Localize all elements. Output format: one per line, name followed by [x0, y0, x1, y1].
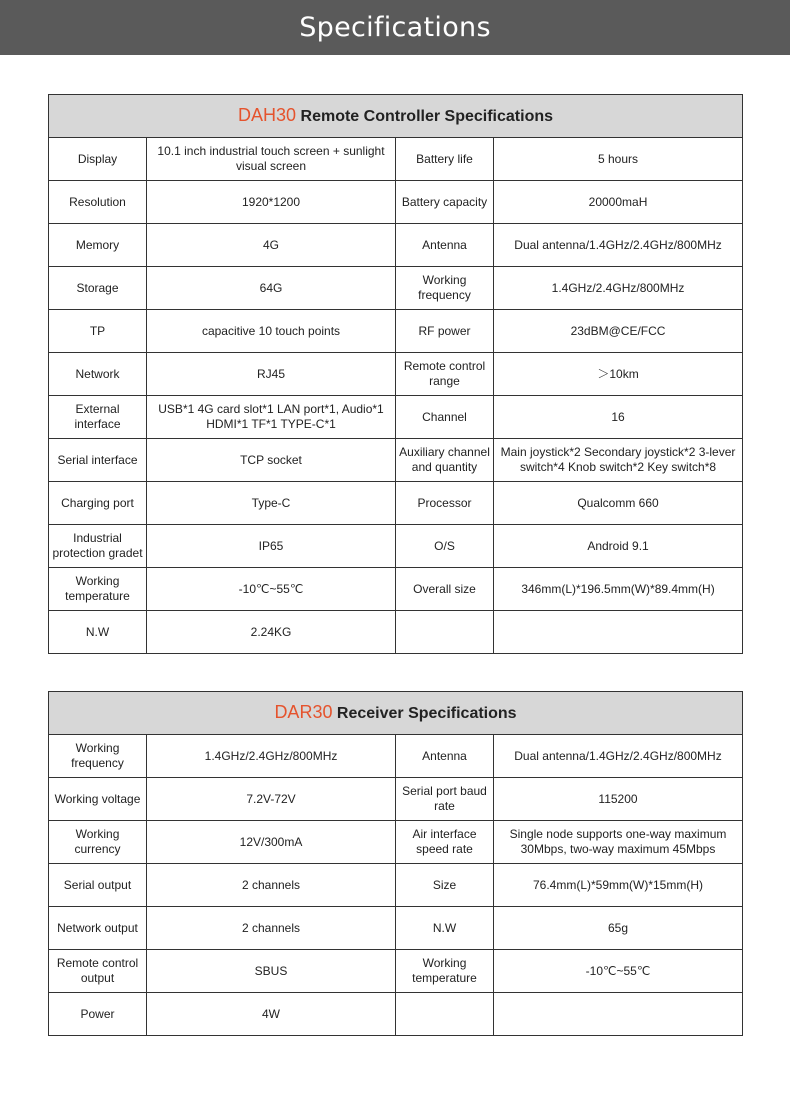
- table-row: [49, 568, 743, 611]
- spec-label: Working temperature: [396, 950, 494, 993]
- spec-label: Charging port: [49, 482, 147, 525]
- table-row: [49, 778, 743, 821]
- spec-value: 2 channels: [147, 864, 396, 907]
- spec-value: ＞10km: [494, 353, 743, 396]
- table-row: [49, 482, 743, 525]
- spec-value: [494, 993, 743, 1036]
- table-row: [49, 525, 743, 568]
- spec-label: Remote control range: [396, 353, 494, 396]
- spec-label: O/S: [396, 525, 494, 568]
- spec-value: 2.24KG: [147, 611, 396, 654]
- table-row: [49, 864, 743, 907]
- spec-value: 2 channels: [147, 907, 396, 950]
- spec-value: -10℃~55℃: [494, 950, 743, 993]
- spec-value: 4W: [147, 993, 396, 1036]
- spec-value: 16: [494, 396, 743, 439]
- spec-value: Main joystick*2 Secondary joystick*2 3-lever switch*4 Knob switch*2 Key switch*8: [494, 439, 743, 482]
- spec-value: Dual antenna/1.4GHz/2.4GHz/800MHz: [494, 735, 743, 778]
- spec-label: Channel: [396, 396, 494, 439]
- spec-value: IP65: [147, 525, 396, 568]
- table-row: [49, 310, 743, 353]
- spec-value: 115200: [494, 778, 743, 821]
- top-banner: [0, 0, 790, 55]
- spec-value: -10℃~55℃: [147, 568, 396, 611]
- spec-label: Working currency: [49, 821, 147, 864]
- model-name: DAH30: [238, 105, 297, 125]
- spec-value: 1.4GHz/2.4GHz/800MHz: [147, 735, 396, 778]
- table-row: [49, 950, 743, 993]
- spec-value: SBUS: [147, 950, 396, 993]
- spec-label: Working frequency: [49, 735, 147, 778]
- remote-controller-spec-table: [48, 94, 743, 654]
- spec-value: Dual antenna/1.4GHz/2.4GHz/800MHz: [494, 224, 743, 267]
- spec-value: 65g: [494, 907, 743, 950]
- spec-label: Serial interface: [49, 439, 147, 482]
- spec-value: 76.4mm(L)*59mm(W)*15mm(H): [494, 864, 743, 907]
- table-row: [49, 181, 743, 224]
- spec-label: Overall size: [396, 568, 494, 611]
- spec-label: Battery life: [396, 138, 494, 181]
- spec-value: Android 9.1: [494, 525, 743, 568]
- table-title-text: Remote Controller Specifications: [300, 108, 554, 125]
- spec-label: Industrial protection gradet: [49, 525, 147, 568]
- spec-value: 7.2V-72V: [147, 778, 396, 821]
- spec-value: 64G: [147, 267, 396, 310]
- spec-label: Serial port baud rate: [396, 778, 494, 821]
- spec-label: Display: [49, 138, 147, 181]
- spec-value: capacitive 10 touch points: [147, 310, 396, 353]
- spec-label: Air interface speed rate: [396, 821, 494, 864]
- spec-label: Working temperature: [49, 568, 147, 611]
- spec-value: 4G: [147, 224, 396, 267]
- table-row: [49, 735, 743, 778]
- table-row: [49, 224, 743, 267]
- spec-label: Resolution: [49, 181, 147, 224]
- spec-label: External interface: [49, 396, 147, 439]
- spec-value: 1920*1200: [147, 181, 396, 224]
- table-row: [49, 267, 743, 310]
- table-row: [49, 138, 743, 181]
- spec-value: 23dBM@CE/FCC: [494, 310, 743, 353]
- spec-label: Size: [396, 864, 494, 907]
- spec-label: Serial output: [49, 864, 147, 907]
- spec-label: Battery capacity: [396, 181, 494, 224]
- spec-label: Storage: [49, 267, 147, 310]
- spec-label: N.W: [396, 907, 494, 950]
- spec-label: Auxiliary channel and quantity: [396, 439, 494, 482]
- spec-label: Network output: [49, 907, 147, 950]
- spec-value: 12V/300mA: [147, 821, 396, 864]
- table-row: [49, 439, 743, 482]
- spec-label: Antenna: [396, 735, 494, 778]
- spec-label: [396, 611, 494, 654]
- spec-value: RJ45: [147, 353, 396, 396]
- spec-label: RF power: [396, 310, 494, 353]
- spec-label: Memory: [49, 224, 147, 267]
- table-row: [49, 993, 743, 1036]
- spec-label: Working frequency: [396, 267, 494, 310]
- spec-label: [396, 993, 494, 1036]
- spec-value: Type-C: [147, 482, 396, 525]
- receiver-spec-table: [48, 691, 743, 1036]
- spec-value: 5 hours: [494, 138, 743, 181]
- page-title: Specifications: [299, 12, 491, 43]
- spec-value: 10.1 inch industrial touch screen + sunlight visual screen: [147, 138, 396, 181]
- spec-label: N.W: [49, 611, 147, 654]
- spec-value: TCP socket: [147, 439, 396, 482]
- table-row: [49, 821, 743, 864]
- spec-label: Working voltage: [49, 778, 147, 821]
- model-name: DAR30: [274, 702, 333, 722]
- table-row: [49, 611, 743, 654]
- spec-label: TP: [49, 310, 147, 353]
- table-row: [49, 396, 743, 439]
- spec-label: Antenna: [396, 224, 494, 267]
- spec-label: Power: [49, 993, 147, 1036]
- spec-value: 346mm(L)*196.5mm(W)*89.4mm(H): [494, 568, 743, 611]
- spec-value: Single node supports one-way maximum 30Mbps, two-way maximum 45Mbps: [494, 821, 743, 864]
- table-title-text: Receiver Specifications: [336, 705, 517, 722]
- spec-label: Processor: [396, 482, 494, 525]
- table-row: [49, 353, 743, 396]
- spec-value: USB*1 4G card slot*1 LAN port*1, Audio*1 HDMI*1 TF*1 TYPE-C*1: [147, 396, 396, 439]
- spec-label: Network: [49, 353, 147, 396]
- table-title: [49, 95, 743, 138]
- table-row: [49, 907, 743, 950]
- spec-value: Qualcomm 660: [494, 482, 743, 525]
- spec-value: [494, 611, 743, 654]
- table-title: [49, 692, 743, 735]
- spec-value: 20000maH: [494, 181, 743, 224]
- spec-value: 1.4GHz/2.4GHz/800MHz: [494, 267, 743, 310]
- spec-label: Remote control output: [49, 950, 147, 993]
